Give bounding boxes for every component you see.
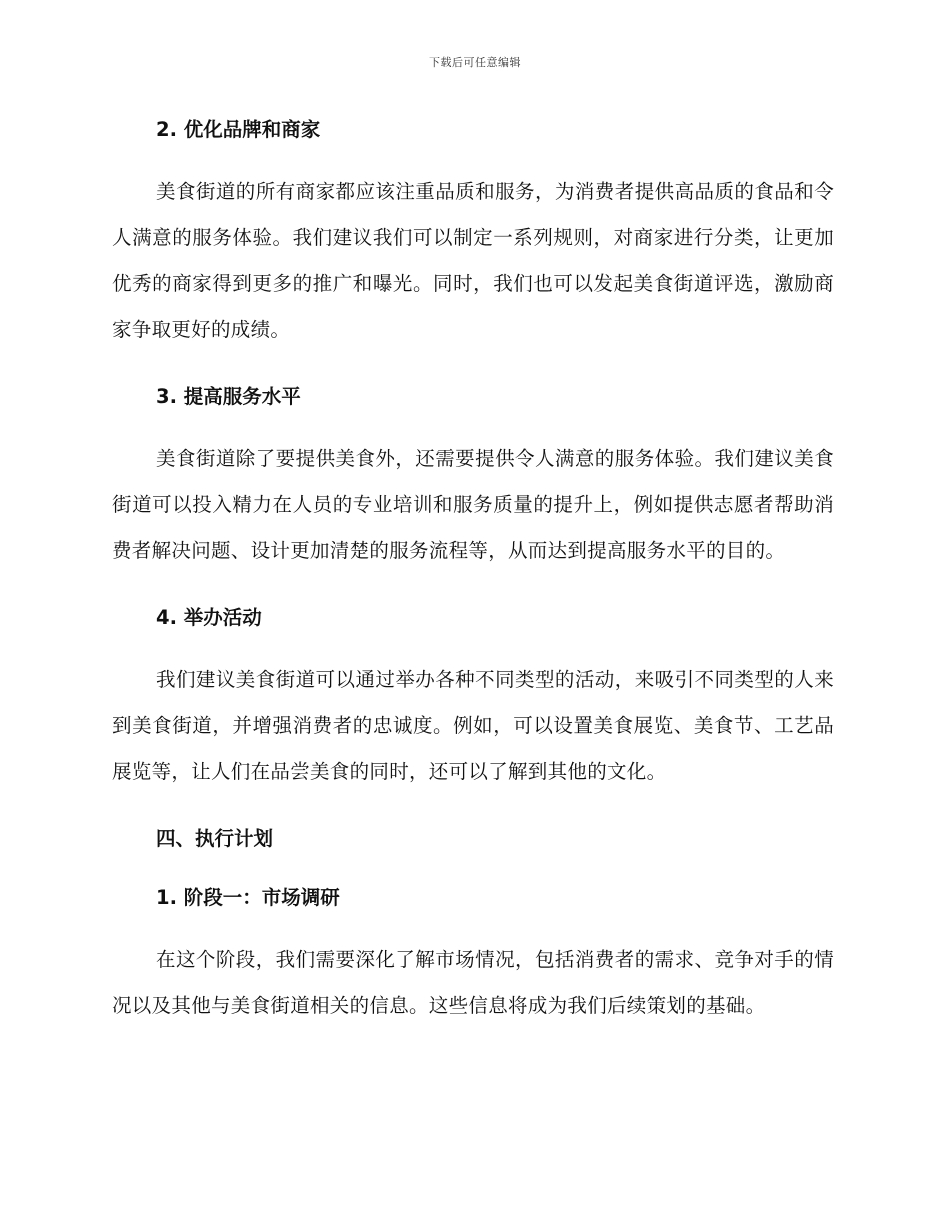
section-heading-optimize-brands: 2. 优化品牌和商家: [156, 118, 321, 141]
section-heading-hold-events: 4. 举办活动: [156, 606, 262, 629]
section-heading-service-level: 3. 提高服务水平: [156, 385, 301, 408]
document-body: [112, 108, 834, 1038]
page-header: 下载后可任意编辑: [429, 56, 521, 69]
chapter-heading-execution-plan: 四、执行计划: [156, 827, 274, 850]
section-heading-market-research: 1. 阶段一：市场调研: [156, 886, 340, 909]
paragraph-hold-events: 我们建议美食街道可以通过举办各种不同类型的活动，来吸引不同类型的人来到美食街道，并增强消费者的忠诚度。例如，可以设置美食展览、美食节、工艺品展览等，让人们在品尝美食的同时，还可以了解到其他的文化。: [112, 668, 834, 783]
paragraph-market-research: 在这个阶段，我们需要深化了解市场情况，包括消费者的需求、竞争对手的情况以及其他与美食街道相关的信息。这些信息将成为我们后续策划的基础。: [112, 948, 834, 1017]
paragraph-optimize-brands: 美食街道的所有商家都应该注重品质和服务，为消费者提供高品质的食品和令人满意的服务体验。我们建议我们可以制定一系列规则，对商家进行分类，让更加优秀的商家得到更多的推广和曝光。同时，我们也可以发起美食街道评选，激励商家争取更好的成绩。: [112, 180, 834, 341]
paragraph-service-level: 美食街道除了要提供美食外，还需要提供令人满意的服务体验。我们建议美食街道可以投入精力在人员的专业培训和服务质量的提升上，例如提供志愿者帮助消费者解决问题、设计更加清楚的服务流程等，从而达到提高服务水平的目的。: [112, 447, 834, 562]
